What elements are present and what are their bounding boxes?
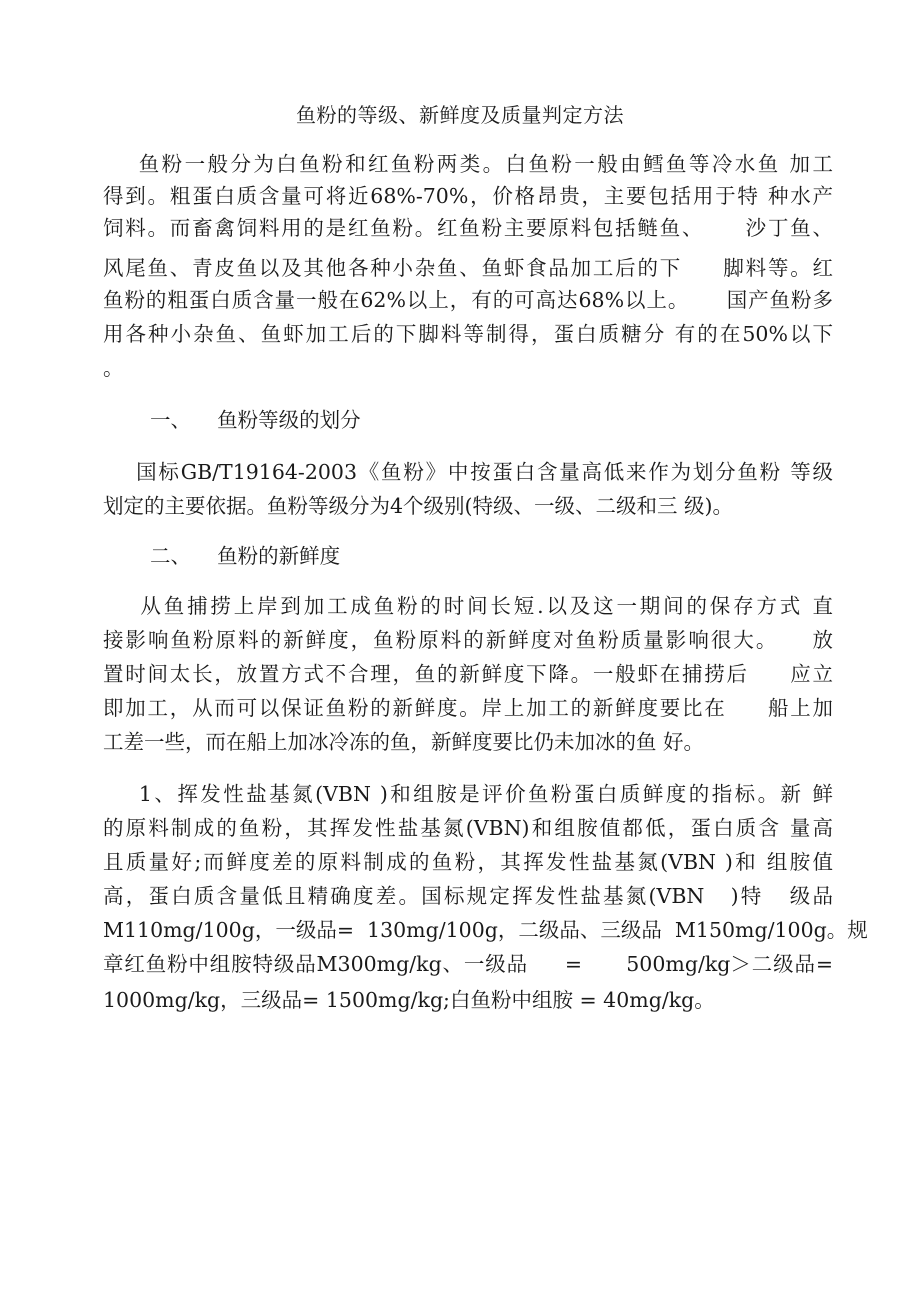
paragraph-line: 高，蛋白质含量低且精确度差。国标规定挥发性盐基氮(VBN )特 级品 <box>103 884 833 908</box>
paragraph-line: 得到。粗蛋白质含量可将近68%-70%，价格昂贵，主要包括用于特 种水产 <box>103 184 833 208</box>
paragraph-line: 章红鱼粉中组胺特级品M300mg/kg、一级品 = 500mg/kg＞二级品= <box>103 952 833 976</box>
paragraph-line: 的原料制成的鱼粉，其挥发性盐基氮(VBN)和组胺值都低，蛋白质含 量高 <box>103 816 833 840</box>
paragraph-line: 置时间太长，放置方式不合理，鱼的新鲜度下降。一般虾在捕捞后 应立 <box>103 662 833 686</box>
paragraph-line: 1000mg/kg，三级品= 1500mg/kg;白鱼粉中组胺 = 40mg/kg。 <box>103 988 715 1012</box>
paragraph-line: 风尾鱼、青皮鱼以及其他各种小杂鱼、鱼虾食品加工后的下 脚料等。红 <box>103 256 833 280</box>
paragraph-line: 饲料。而畜禽饲料用的是红鱼粉。红鱼粉主要原料包括鲢鱼、 沙丁鱼、 <box>103 216 833 240</box>
paragraph-line: M110mg/100g，一级品= 130mg/100g，二级品、三级品 M150mg/100g。规 <box>103 918 868 942</box>
paragraph-line: 且质量好;而鲜度差的原料制成的鱼粉，其挥发性盐基氮(VBN )和 组胺值 <box>103 850 833 874</box>
paragraph-line: 接影响鱼粉原料的新鲜度，鱼粉原料的新鲜度对鱼粉质量影响很大。 放 <box>103 628 833 652</box>
paragraph-line: 。 <box>103 356 124 380</box>
document-title: 鱼粉的等级、新鲜度及质量判定方法 <box>296 103 624 127</box>
paragraph-line: 1、挥发性盐基氮(VBN )和组胺是评价鱼粉蛋白质鲜度的指标。新 鲜 <box>103 782 833 806</box>
paragraph-line: 从鱼捕捞上岸到加工成鱼粉的时间长短.以及这一期间的保存方式 直 <box>103 594 833 618</box>
paragraph-line: 划定的主要依据。鱼粉等级分为4个级别(特级、一级、二级和三 级)。 <box>103 494 734 518</box>
section-heading-1: 一、 鱼粉等级的划分 <box>150 408 361 432</box>
paragraph-line: 即加工，从而可以保证鱼粉的新鲜度。岸上加工的新鲜度要比在 船上加 <box>103 696 833 720</box>
paragraph-line: 鱼粉一般分为白鱼粉和红鱼粉两类。白鱼粉一般由鳕鱼等冷水鱼 加工 <box>103 152 833 176</box>
paragraph-line: 用各种小杂鱼、鱼虾加工后的下脚料等制得，蛋白质糖分 有的在50%以下 <box>103 322 833 346</box>
paragraph-line: 国标GB/T19164-2003《鱼粉》中按蛋白含量高低来作为划分鱼粉 等级 <box>103 460 833 484</box>
paragraph-line: 工差一些，而在船上加冰冷冻的鱼，新鲜度要比仍未加冰的鱼 好。 <box>103 730 705 754</box>
paragraph-line: 鱼粉的粗蛋白质含量一般在62%以上，有的可高达68%以上。 国产鱼粉多 <box>103 288 833 312</box>
section-heading-2: 二、 鱼粉的新鲜度 <box>150 544 341 568</box>
